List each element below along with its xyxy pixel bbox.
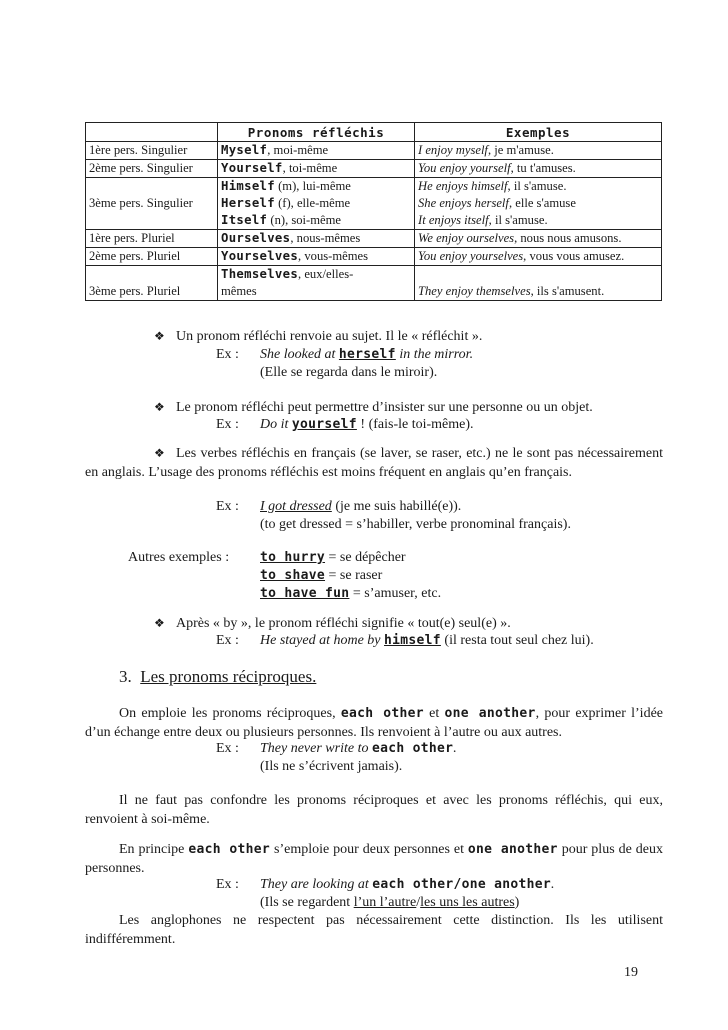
- pronoun-translation-line2: mêmes: [221, 284, 257, 298]
- example-english: You enjoy yourselves: [418, 249, 524, 263]
- example-english: They never write to: [260, 741, 372, 756]
- other-example-item: [260, 549, 406, 567]
- pronoun-translation: (m), lui-même: [274, 179, 351, 193]
- keyword: each other: [340, 706, 424, 721]
- translation-text: /: [416, 895, 421, 910]
- table-header-pronoms: Pronoms réfléchis: [218, 123, 415, 142]
- example-french: (il resta tout seul chez lui).: [440, 633, 594, 648]
- example-english: They enjoy themselves: [418, 284, 531, 298]
- example-text: [260, 632, 594, 650]
- diamond-bullet-icon: ❖: [154, 446, 165, 460]
- section-title: Les pronoms réciproques.: [140, 667, 317, 686]
- example-french: (je me suis habillé(e)).: [331, 499, 462, 514]
- example-french: , tu t'amuses.: [510, 161, 576, 175]
- example-english: She enjoys herself: [418, 196, 509, 210]
- table-cell-example: [415, 266, 662, 301]
- bullet-paragraph: [85, 444, 663, 482]
- table-row: [86, 248, 662, 266]
- example-english: You enjoy yourself: [418, 161, 511, 175]
- bullet-item: [154, 398, 593, 417]
- paragraph-text: On emploie les pronoms réciproques,: [119, 706, 341, 721]
- translation-text: l’un l’autre: [353, 895, 417, 910]
- table-row: [86, 178, 662, 230]
- table-row: [86, 142, 662, 160]
- example-english: Do it: [260, 417, 292, 432]
- example-keyword: to shave: [260, 568, 326, 583]
- diamond-bullet-icon: ❖: [154, 400, 165, 414]
- example-french: ! (fais-le toi-même).: [356, 417, 474, 432]
- example-label: Ex :: [216, 499, 239, 514]
- pronoun-keyword: Myself: [221, 143, 268, 157]
- example-english: We enjoy ourselves: [418, 231, 515, 245]
- example-french: = se raser: [325, 568, 383, 583]
- pronoun-translation: , moi-même: [267, 143, 329, 157]
- table-cell-example: [415, 178, 662, 230]
- pronoun-translation: (f), elle-même: [274, 196, 351, 210]
- pronoun-keyword: Themselves: [221, 267, 299, 281]
- example-english: I got dressed: [260, 499, 332, 514]
- table-header-row: [86, 123, 662, 142]
- page-number: 19: [624, 965, 638, 980]
- table-cell-pronoun: [218, 160, 415, 178]
- table-row: [86, 160, 662, 178]
- example-english: I enjoy myself: [418, 143, 488, 157]
- example-french: , elle s'amuse: [508, 196, 576, 210]
- reflexive-pronouns-table: [85, 122, 662, 301]
- table-header-empty: [86, 123, 218, 142]
- section-heading: [119, 666, 316, 688]
- paragraph-text: , pour exprimer l’idée d’un échange entre deux ou plusieurs personnes. Ils renvoient à l’autre ou aux autres.: [85, 706, 664, 740]
- translation-text: les uns les autres: [420, 895, 515, 910]
- example-french: , il s'amuse.: [488, 213, 548, 227]
- example-english: .: [453, 741, 457, 756]
- example-label: Ex :: [216, 633, 239, 648]
- example-english: He enjoys himself: [418, 179, 508, 193]
- keyword: one another: [467, 842, 558, 857]
- table-header-exemples: Exemples: [415, 123, 662, 142]
- pronoun-keyword: Yourself: [221, 161, 283, 175]
- example-keyword: to hurry: [260, 550, 326, 565]
- pronoun-translation: , eux/elles-: [298, 267, 354, 281]
- example-english: He stayed at home by: [260, 633, 385, 648]
- keyword: each other: [188, 842, 271, 857]
- table-cell-person: 3ème pers. Singulier: [86, 178, 218, 230]
- bullet-text: Après « by », le pronom réfléchi signifie « tout(e) seul(e) ».: [176, 616, 511, 631]
- table-cell-person: 1ère pers. Singulier: [86, 142, 218, 160]
- paragraph-text: s’emploie pour deux personnes et: [270, 842, 468, 857]
- example-text: [260, 498, 461, 516]
- example-label: Ex :: [216, 741, 239, 756]
- example-label: Ex :: [216, 877, 239, 892]
- bullet-text: Un pronom réfléchi renvoie au sujet. Il le « réfléchit ».: [176, 329, 483, 344]
- example-french: , vous vous amusez.: [523, 249, 625, 263]
- other-example-item: [260, 585, 441, 603]
- pronoun-keyword: Herself: [221, 196, 275, 210]
- example-keyword: to have fun: [260, 586, 350, 601]
- example-text: [260, 346, 473, 364]
- example-note: (to get dressed = s’habiller, verbe pronominal français).: [260, 517, 571, 532]
- table-cell-example: [415, 248, 662, 266]
- bullet-text: Le pronom réfléchi peut permettre d’insister sur une personne ou un objet.: [176, 400, 593, 415]
- example-translation: (Elle se regarda dans le miroir).: [260, 365, 438, 380]
- example-keyword: herself: [338, 347, 396, 362]
- table-cell-person: 1ère pers. Pluriel: [86, 230, 218, 248]
- pronoun-keyword: Himself: [221, 179, 275, 193]
- example-english: in the mirror.: [395, 347, 474, 362]
- table-cell-example: [415, 142, 662, 160]
- diamond-bullet-icon: ❖: [154, 616, 165, 630]
- example-text: [260, 876, 555, 894]
- example-french: = se dépêcher: [325, 550, 406, 565]
- example-french: , nous nous amusons.: [514, 231, 622, 245]
- example-translation: (Ils ne s’écrivent jamais).: [260, 759, 403, 774]
- pronoun-translation: , toi-même: [282, 161, 338, 175]
- bullet-text: Les verbes réfléchis en français (se laver, se raser, etc.) ne le sont pas nécessairement en anglais. L’usage des pronoms réfléchis est moins fréquent en anglais qu’en français.: [85, 446, 663, 480]
- section-number: 3.: [119, 667, 132, 686]
- table-cell-pronoun: [218, 178, 415, 230]
- example-french: = s’amuser, etc.: [349, 586, 442, 601]
- pronoun-keyword: Ourselves: [221, 231, 291, 245]
- table-cell-person: 3ème pers. Pluriel: [86, 266, 218, 301]
- bullet-item: [154, 327, 482, 346]
- paragraph: Il ne faut pas confondre les pronoms réciproques et avec les pronoms réfléchis, qui eux, renvoient à soi-même.: [85, 793, 663, 827]
- translation-text: (Ils se regardent: [260, 895, 354, 910]
- example-keyword: himself: [384, 633, 441, 648]
- pronoun-translation: (n), soi-même: [267, 213, 342, 227]
- example-text: [260, 740, 457, 758]
- example-text: [260, 416, 474, 434]
- example-english: It enjoys itself: [418, 213, 489, 227]
- example-label: Ex :: [216, 347, 239, 362]
- example-french: , je m'amuse.: [487, 143, 554, 157]
- pronoun-keyword: Yourselves: [221, 249, 299, 263]
- table-row: [86, 266, 662, 301]
- table-cell-pronoun: [218, 142, 415, 160]
- keyword: one another: [444, 706, 536, 721]
- table-cell-pronoun: [218, 230, 415, 248]
- paragraph: [85, 704, 663, 742]
- paragraph: Les anglophones ne respectent pas nécessairement cette distinction. Ils les utilisent indifféremment.: [85, 913, 663, 947]
- example-keyword: yourself: [291, 417, 357, 432]
- table-cell-pronoun: [218, 266, 415, 301]
- pronoun-translation: , vous-mêmes: [298, 249, 369, 263]
- example-french: , il s'amuse.: [507, 179, 567, 193]
- diamond-bullet-icon: ❖: [154, 329, 165, 343]
- example-english: They are looking at: [260, 877, 373, 892]
- example-keyword: each other/one another: [372, 877, 552, 892]
- example-english: She looked at: [260, 347, 339, 362]
- translation-text: ): [514, 895, 520, 910]
- table-cell-person: 2ème pers. Singulier: [86, 160, 218, 178]
- bullet-item: [154, 614, 511, 633]
- paragraph-text: pour plus de deux personnes.: [85, 842, 663, 876]
- table-cell-example: [415, 230, 662, 248]
- paragraph-text: et: [423, 706, 445, 721]
- paragraph-text: En principe: [119, 842, 189, 857]
- table-cell-person: 2ème pers. Pluriel: [86, 248, 218, 266]
- pronoun-keyword: Itself: [221, 213, 268, 227]
- table-row: [86, 230, 662, 248]
- table-cell-example: [415, 160, 662, 178]
- other-example-item: [260, 567, 382, 585]
- table-cell-pronoun: [218, 248, 415, 266]
- example-label: Ex :: [216, 417, 239, 432]
- other-examples-label: Autres exemples :: [128, 550, 230, 565]
- pronoun-translation: , nous-mêmes: [290, 231, 361, 245]
- paragraph: [85, 840, 663, 878]
- example-english: .: [551, 877, 555, 892]
- example-translation: [260, 894, 519, 912]
- example-french: , ils s'amusent.: [530, 284, 605, 298]
- example-keyword: each other: [371, 741, 454, 756]
